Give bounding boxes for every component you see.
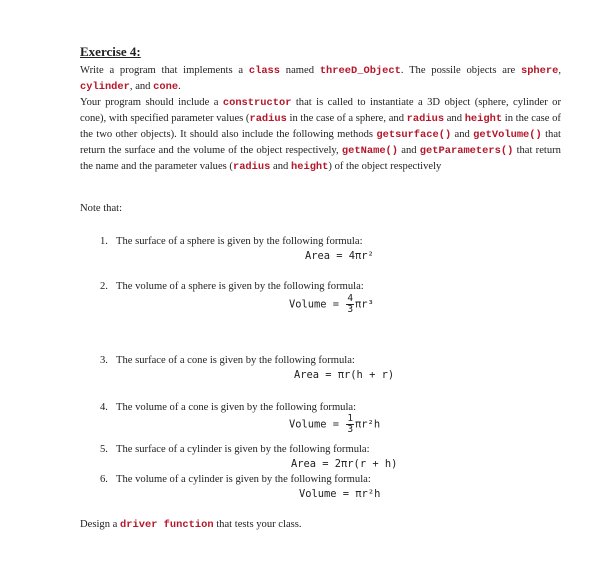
class-name: threeD_Object <box>319 65 401 77</box>
driver-function-keyword: driver function <box>120 519 214 531</box>
cone-volume-formula <box>289 414 380 435</box>
fraction <box>346 414 354 435</box>
req-text: that is called to instantiate a 3D object (sphere, cylinder or cone), with specified parameter values ( <box>80 97 561 124</box>
item-number: 2. <box>100 281 108 292</box>
sphere-keyword: sphere <box>520 65 559 77</box>
item-text: The surface of a cylinder is given by the following formula: <box>116 444 370 455</box>
intro-paragraph <box>80 63 561 95</box>
item-number: 6. <box>100 474 108 485</box>
exercise-title: Exercise 4: <box>80 44 141 59</box>
class-keyword: class <box>248 65 281 77</box>
item-text: The volume of a cone is given by the following formula: <box>116 402 357 413</box>
requirements-paragraph <box>80 95 561 175</box>
req-text: and <box>446 113 463 124</box>
list-item <box>100 355 355 366</box>
req-text: that return the name and the parameter values ( <box>80 145 561 172</box>
formula-lhs: Volume = <box>289 298 340 311</box>
req-text: in the case of the two other objects). It should also include the following methods <box>80 113 561 140</box>
list-item <box>100 402 356 413</box>
item-text: The volume of a sphere is given by the following formula: <box>116 281 364 292</box>
radius-keyword: radius <box>406 113 445 125</box>
fraction-denominator: 3 <box>347 304 354 315</box>
formula-rhs: πr²h <box>355 418 381 431</box>
sphere-area-formula: Area = 4πr² <box>305 250 374 262</box>
item-text: The surface of a sphere is given by the following formula: <box>116 236 363 247</box>
item-number: 1. <box>100 236 108 247</box>
cone-keyword: cone <box>153 81 179 93</box>
list-item <box>100 281 364 292</box>
item-text: The volume of a cylinder is given by the following formula: <box>116 474 371 485</box>
radius-keyword: radius <box>249 113 287 125</box>
intro-text: , and <box>129 81 151 92</box>
list-item <box>100 474 371 485</box>
req-text: ) of the object respectively <box>328 161 442 172</box>
req-text: and <box>454 129 470 140</box>
cylinder-keyword: cylinder <box>80 81 130 93</box>
item-number: 4. <box>100 402 108 413</box>
fraction <box>346 294 354 315</box>
item-text: The surface of a cone is given by the following formula: <box>116 355 355 366</box>
intro-text: named <box>285 65 315 76</box>
intro-text: . <box>178 81 181 92</box>
fraction-denominator: 3 <box>347 424 354 435</box>
cylinder-area-formula: Area = 2πr(r + h) <box>291 458 398 470</box>
radius-keyword: radius <box>232 161 271 173</box>
note-label: Note that: <box>80 203 123 214</box>
item-number: 5. <box>100 444 108 455</box>
cone-area-formula: Area = πr(h + r) <box>294 369 395 381</box>
driver-text: Design a <box>80 519 118 530</box>
intro-text: , <box>558 65 562 76</box>
constructor-keyword: constructor <box>222 97 292 109</box>
getvolume-keyword: getVolume() <box>473 129 542 141</box>
item-number: 3. <box>100 355 108 366</box>
req-text: and <box>273 161 289 172</box>
formula-lhs: Volume = <box>289 418 340 431</box>
driver-instruction <box>80 519 302 531</box>
fraction-numerator: 1 <box>347 413 354 424</box>
height-keyword: height <box>290 161 329 173</box>
getname-keyword: getName() <box>341 145 399 157</box>
req-text: and <box>401 145 417 156</box>
cylinder-volume-formula: Volume = πr²h <box>299 488 381 500</box>
fraction-numerator: 4 <box>347 293 354 304</box>
req-text: in the case of a sphere, and <box>289 113 404 124</box>
driver-text: that tests your class. <box>216 519 302 530</box>
req-text: that return the surface and the volume of the object respectively, <box>80 129 561 156</box>
getsurface-keyword: getsurface() <box>376 129 452 141</box>
formula-rhs: πr³ <box>355 298 374 311</box>
list-item <box>100 444 370 455</box>
list-item <box>100 236 363 247</box>
intro-text: Write a program that implements a <box>80 65 244 76</box>
req-text: Your program should include a <box>80 97 219 108</box>
height-keyword: height <box>464 113 503 125</box>
intro-text: . The possile objects are <box>400 65 516 76</box>
sphere-volume-formula <box>289 294 374 315</box>
getparameters-keyword: getParameters() <box>419 145 514 157</box>
